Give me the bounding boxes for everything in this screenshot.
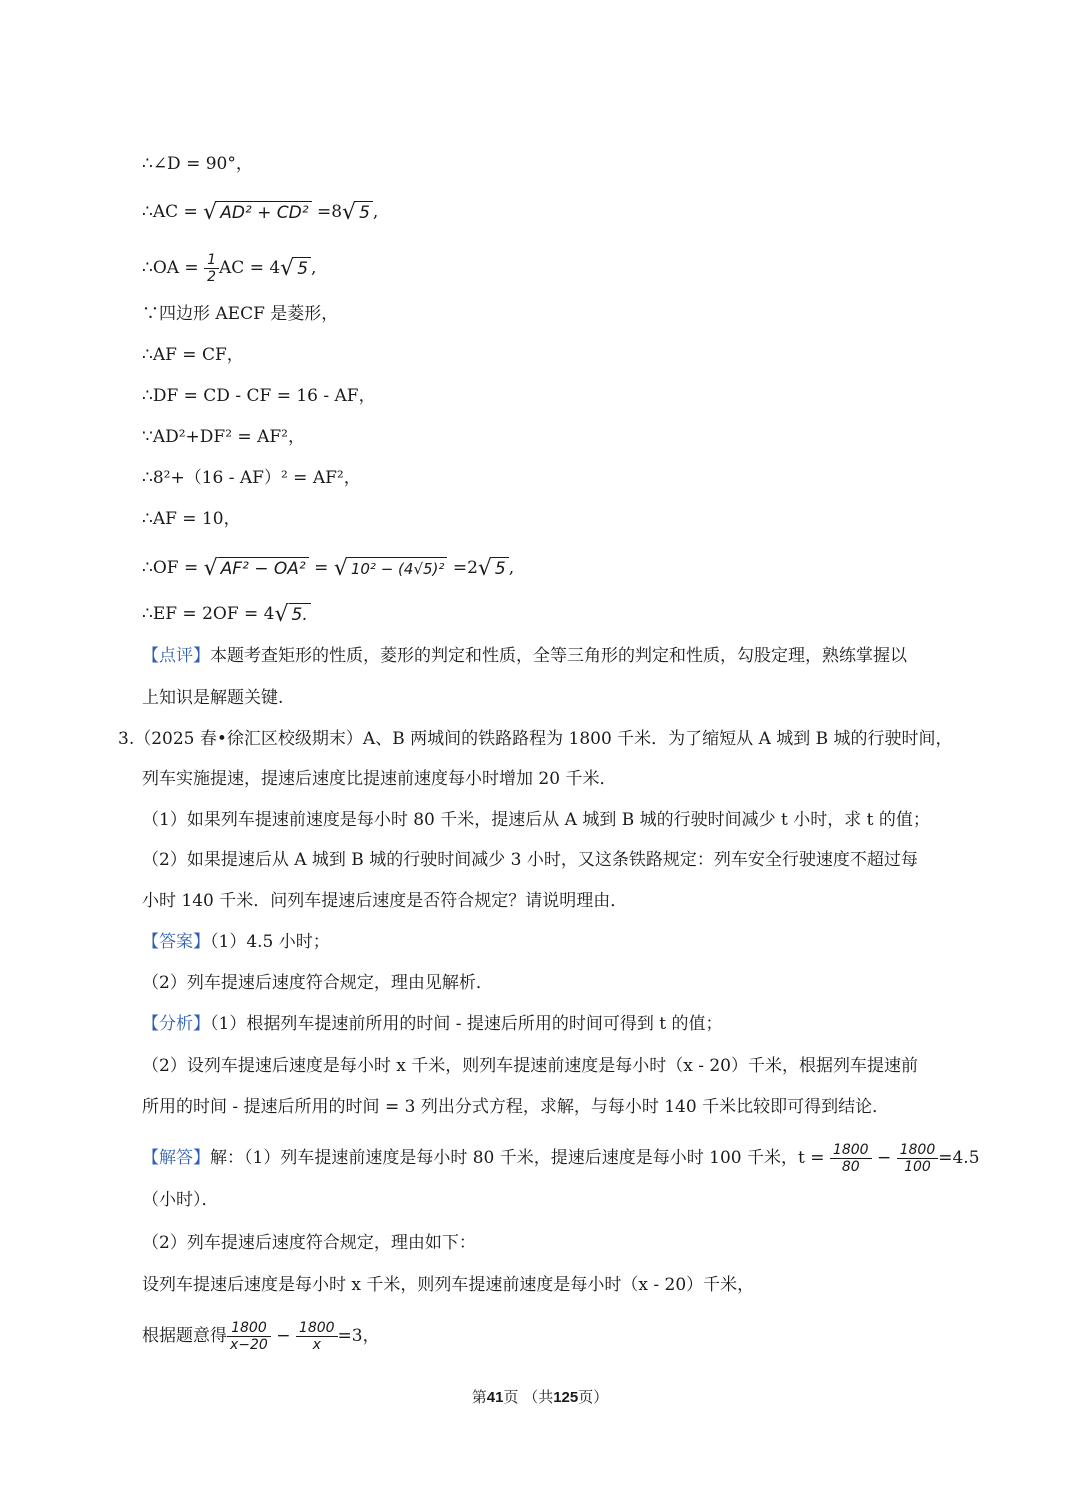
solution-text-1: 解：（1）列车提速前速度是每小时 80 千米，提速后速度是每小时 100 千米，t = bbox=[210, 1148, 825, 1168]
step-af-cf: ∴AF = CF， bbox=[142, 345, 244, 365]
fraction-1800-100: $\frac{1800}{100}$ bbox=[897, 1142, 939, 1175]
q3-part-2b: 小时 140 千米．问列车提速后速度是否符合规定？请说明理由． bbox=[142, 891, 628, 911]
footer-prefix: 第 bbox=[471, 1388, 487, 1406]
fraction-1800-80: $\frac{1800}{80}$ bbox=[830, 1142, 872, 1175]
step-ac: ∴AC = √ AD² + CD² =8√ 5 , bbox=[142, 199, 379, 225]
q3-part-1: （1）如果列车提速前速度是每小时 80 千米，提速后从 A 城到 B 城的行驶时间减少 t 小时，求 t 的值； bbox=[142, 810, 930, 830]
q3-number: 3. bbox=[118, 729, 135, 749]
step-angle-d: ∴∠D = 90°， bbox=[142, 154, 253, 174]
q3-stem-text-1: （2025 春•徐汇区校级期末）A、B 两城间的铁路路程为 1800 千米．为了缩短从 A 城到 B 城的行驶时间， bbox=[134, 729, 953, 749]
sqrt-5d: √ 5. bbox=[275, 603, 311, 627]
analysis-line-1 bbox=[142, 1012, 723, 1036]
solution-line-1: 【解答】解：（1）列车提速前速度是每小时 80 千米，提速后速度是每小时 100 千米，t = $\frac{1800}{80}$ − $\frac{1800}{100}$ =4.5 bbox=[142, 1142, 980, 1175]
step-of-label: ∴OF = bbox=[142, 558, 199, 578]
answer-line-1 bbox=[142, 930, 330, 954]
footer-suffix: 页） bbox=[578, 1388, 609, 1406]
step-ac-result: =8 bbox=[316, 202, 343, 222]
q3-part-2a: （2）如果提速后从 A 城到 B 城的行驶时间减少 3 小时，又这条铁路规定：列车安全行驶速度不超过每 bbox=[142, 850, 918, 870]
fraction-1800-x-20: $\frac{1800}{x-20}$ bbox=[227, 1320, 271, 1353]
review-line-1 bbox=[142, 644, 907, 668]
half-fraction: $\frac{1}{2}$ bbox=[204, 252, 219, 285]
step-pythag: ∵AD²+DF² = AF²， bbox=[142, 427, 305, 447]
page-number: 41 bbox=[486, 1389, 504, 1406]
review-tag: 【点评】 bbox=[142, 646, 210, 666]
solution-line-1b: （小时）． bbox=[142, 1190, 219, 1210]
sqrt-5b: √ 5 bbox=[280, 257, 311, 281]
step-ef bbox=[142, 602, 311, 627]
review-text-1: 本题考查矩形的性质，菱形的判定和性质，全等三角形的判定和性质，勾股定理，熟练掌握以 bbox=[210, 646, 907, 666]
analysis-tag: 【分析】 bbox=[142, 1014, 210, 1034]
solution-end-4: =3， bbox=[337, 1326, 380, 1346]
q3-stem-1 bbox=[118, 727, 953, 751]
sqrt-of1: √ AF² − OA² bbox=[204, 557, 309, 581]
solution-line-2: （2）列车提速后速度符合规定，理由如下： bbox=[142, 1233, 476, 1253]
step-af-value: ∴AF = 10， bbox=[142, 509, 241, 529]
page-footer bbox=[0, 1386, 1080, 1407]
step-ef-label: ∴EF = 2OF = 4 bbox=[142, 604, 275, 624]
q3-stem-2: 列车实施提速，提速后速度比提速前速度每小时增加 20 千米． bbox=[142, 769, 617, 789]
solution-line-3: 设列车提速后速度是每小时 x 千米，则列车提速前速度是每小时（x - 20）千米， bbox=[142, 1275, 755, 1295]
step-oa: ∴OA = $\frac{1}{2}$ AC = 4√ 5 , bbox=[142, 252, 317, 285]
sqrt-5c: √ 5 bbox=[478, 557, 509, 581]
review-line-2: 上知识是解题关键. bbox=[142, 688, 284, 708]
analysis-line-2a: （2）设列车提速后速度是每小时 x 千米，则列车提速前速度是每小时（x - 20）千米，根据列车提速前 bbox=[142, 1056, 918, 1076]
footer-mid: 页 （共 bbox=[503, 1388, 554, 1406]
step-of: ∴OF = √ AF² − OA² = √ 10² − (4√5)² =2√ 5 , bbox=[142, 555, 515, 581]
step-df: ∴DF = CD - CF = 16 - AF， bbox=[142, 386, 376, 406]
step-oa-label: ∴OA = bbox=[142, 258, 199, 278]
analysis-text-1: （1）根据列车提速前所用的时间 - 提速后所用的时间可得到 t 的值； bbox=[210, 1014, 723, 1034]
page-total: 125 bbox=[553, 1389, 579, 1406]
solution-line-4: 根据题意得 $\frac{1800}{x-20}$ − $\frac{1800}{x}$ =3， bbox=[142, 1320, 380, 1353]
step-equation: ∴8²+（16 - AF）² = AF²， bbox=[142, 468, 361, 488]
answer-text-1: （1）4.5 小时； bbox=[210, 932, 330, 952]
step-oa-result: AC = 4 bbox=[219, 258, 281, 278]
analysis-line-2b: 所用的时间 - 提速后所用的时间 = 3 列出分式方程，求解，与每小时 140 千米比较即可得到结论． bbox=[142, 1097, 890, 1117]
step-of-result: =2 bbox=[452, 558, 478, 578]
sqrt-of2: √ 10² − (4√5)² bbox=[334, 557, 448, 581]
solution-tag: 【解答】 bbox=[142, 1148, 210, 1168]
solution-text-4: 根据题意得 bbox=[142, 1326, 227, 1346]
step-rhombus: ∵四边形 AECF 是菱形， bbox=[142, 304, 339, 324]
step-ac-label: ∴AC = bbox=[142, 202, 198, 222]
answer-tag: 【答案】 bbox=[142, 932, 210, 952]
sqrt-5: √ 5 bbox=[342, 201, 373, 225]
answer-line-2: （2）列车提速后速度符合规定，理由见解析． bbox=[142, 973, 493, 993]
sqrt-ac: √ AD² + CD² bbox=[203, 201, 311, 225]
fraction-1800-x: $\frac{1800}{x}$ bbox=[296, 1320, 338, 1353]
solution-result: =4.5 bbox=[938, 1148, 980, 1168]
